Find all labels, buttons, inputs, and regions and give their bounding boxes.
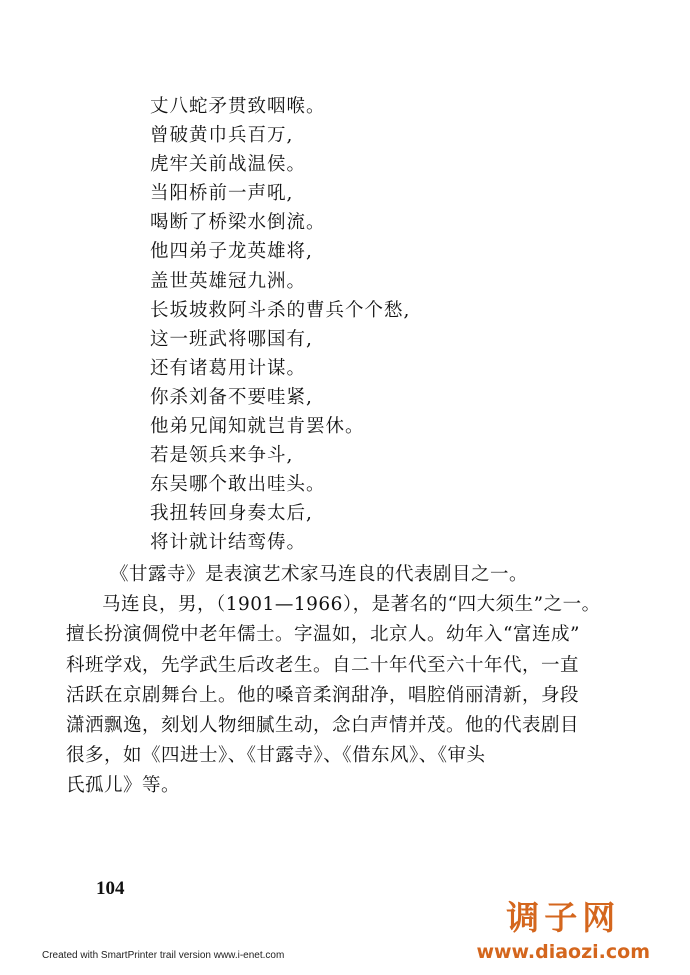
- watermark-logo-text: 调子网: [506, 898, 621, 937]
- prose-line: 很多，如《四进士》、《甘露寺》、《借东风》、《审头: [66, 745, 486, 767]
- verse-line: 喝断了桥梁水倒流。: [150, 212, 326, 234]
- verse-line: 他四弟子龙英雄将,: [150, 241, 313, 263]
- verse-line: 还有诸葛用计谋。: [150, 357, 307, 379]
- biography-paragraphs: [66, 560, 646, 802]
- page-number: 104: [96, 878, 125, 899]
- prose-line: 活跃在京剧舞台上。他的嗓音柔润甜净，唱腔俏丽清新，身段: [66, 684, 580, 706]
- verse-line: 曾破黄巾兵百万,: [150, 125, 294, 147]
- prose-line: 《甘露寺》是表演艺术家马连良的代表剧目之一。: [110, 564, 529, 585]
- verse-line: 你杀刘备不要哇紧,: [150, 386, 313, 408]
- printer-credit: Created with SmartPrinter trail version www.i-enet.com: [42, 950, 285, 961]
- watermark-url: www.diaozi.com: [476, 941, 650, 963]
- verse-line: 我扭转回身奏太后,: [150, 503, 313, 525]
- verse-line: 他弟兄闻知就岂肯罢休。: [150, 416, 365, 438]
- verse-line: 丈八蛇矛贯致咽喉。: [150, 96, 326, 117]
- verse-line: 当阳桥前一声吼,: [150, 183, 294, 205]
- verse-line: 虎牢关前战温侯。: [150, 154, 307, 176]
- prose-line: 潇洒飘逸，刻划人物细腻生动，念白声情并茂。他的代表剧目: [66, 714, 580, 736]
- prose-line: 氏孤儿》等。: [66, 775, 181, 797]
- verse-line: 长坂坡救阿斗杀的曹兵个个愁,: [150, 299, 411, 321]
- verse-line: 盖世英雄冠九洲。: [150, 270, 307, 292]
- verse-line: 东吴哪个敢出哇头。: [150, 474, 326, 496]
- lyrics-verse: [150, 92, 410, 558]
- prose-line: 马连良，男，（1901—1966），是著名的“四大须生”之一。: [102, 594, 601, 616]
- verse-line: 将计就计结鸾俦。: [150, 532, 307, 554]
- prose-line: 擅长扮演倜傥中老年儒士。字温如，北京人。幼年入“富连成”: [66, 624, 580, 646]
- verse-line: 这一班武将哪国有,: [150, 328, 313, 350]
- verse-line: 若是领兵来争斗,: [150, 445, 294, 467]
- prose-line: 科班学戏，先学武生后改老生。自二十年代至六十年代，一直: [66, 654, 580, 676]
- site-watermark: [476, 898, 650, 964]
